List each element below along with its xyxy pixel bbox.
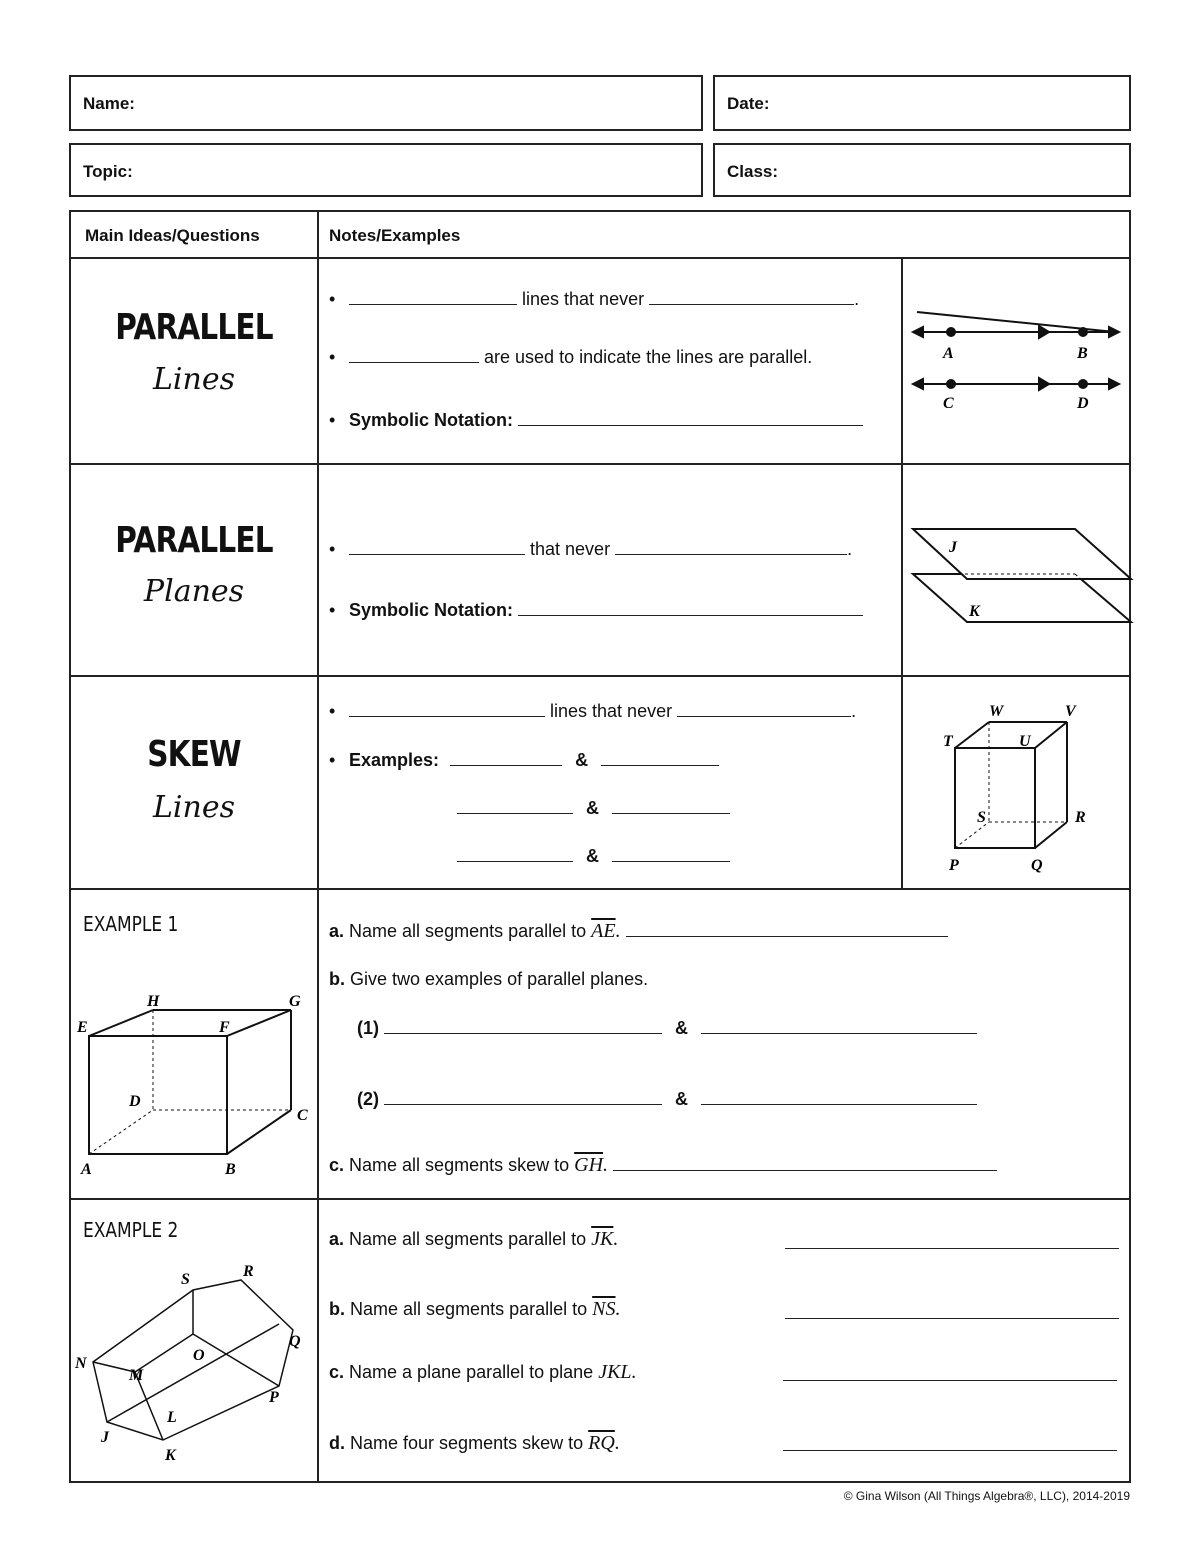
example-1-part-b2: (2) & [357,1088,977,1110]
point-label: B [1077,345,1088,362]
col-header-main-ideas: Main Ideas/Questions [85,226,260,245]
divider [71,257,1129,259]
point-label: C [297,1107,308,1124]
point-label: B [225,1161,236,1178]
point-label: L [167,1409,177,1426]
point-label: D [1077,395,1089,412]
example-2-label: EXAMPLE 2 [83,1218,179,1242]
example-1-part-c: c. Name all segments skew to $\overline{GH}$. [329,1154,997,1177]
skew-lines-subtitle: Lines [153,790,235,825]
point-label: U [1019,733,1031,750]
divider [71,1198,1129,1200]
example-1-prism-diagram [75,990,315,1178]
name-field[interactable] [69,75,703,131]
parallel-planes-bullet-1: • that never . [329,539,853,559]
point-label: N [75,1355,87,1372]
point-label: O [193,1347,205,1364]
notes-table [69,210,1131,1483]
parallel-lines-title: PARALLEL [115,307,273,348]
answer-line[interactable] [783,1364,1117,1381]
skew-lines-example-row: & [457,845,730,867]
parallel-planes-title: PARALLEL [115,520,273,561]
point-label: A [943,345,954,362]
parallel-planes-subtitle: Planes [143,574,245,609]
point-label: H [147,993,160,1010]
date-field[interactable] [713,75,1131,131]
answer-line[interactable] [785,1302,1119,1319]
copyright: © Gina Wilson (All Things Algebra®, LLC), 2014-2019 [843,1489,1130,1503]
answer-line[interactable] [785,1232,1119,1249]
skew-cube-diagram [931,698,1101,873]
parallel-lines-subtitle: Lines [153,362,235,397]
point-label: S [977,809,986,826]
skew-lines-title: SKEW [147,734,241,775]
divider [317,212,319,1483]
point-label: P [269,1389,279,1406]
point-label: T [943,733,953,750]
example-2-part-d: d. Name four segments skew to $\overline{RQ}$. [329,1432,620,1454]
divider [71,675,1129,677]
point-label: S [181,1271,190,1288]
point-label: C [943,395,954,412]
example-2-part-a: a. Name all segments parallel to $\overline{JK}$. [329,1228,619,1250]
example-1-part-b1: (1) & [357,1017,977,1039]
skew-lines-examples: • Examples: & [329,749,719,771]
parallel-planes-bullet-2: • Symbolic Notation: [329,599,863,621]
divider [71,463,1129,465]
parallel-lines-bullet-1: • lines that never . [329,289,860,309]
point-label: V [1065,703,1076,720]
point-label: K [165,1447,176,1464]
parallel-lines-bullet-3: • Symbolic Notation: [329,409,863,431]
example-1-part-a: a. Name all segments parallel to $\overline{AE}$. [329,920,948,943]
name-label: Name: [83,94,135,113]
date-label: Date: [727,94,770,113]
example-1-part-b: b. Give two examples of parallel planes. [329,969,649,989]
divider [901,257,903,888]
topic-label: Topic: [83,162,133,181]
point-label: F [219,1019,230,1036]
point-label: R [1075,809,1086,826]
point-label: J [101,1429,109,1446]
point-label: E [77,1019,88,1036]
point-label: A [81,1161,92,1178]
col-header-notes: Notes/Examples [329,226,461,245]
point-label: M [129,1367,144,1384]
point-label: Q [289,1333,301,1350]
parallel-lines-bullet-2: • are used to indicate the lines are parallel. [329,347,813,367]
plane-label: K [969,603,980,620]
skew-lines-bullet-1: • lines that never . [329,701,857,721]
point-label: P [949,857,959,874]
topic-field[interactable] [69,143,703,197]
plane-label: J [949,539,957,556]
point-label: Q [1031,857,1043,874]
example-2-part-b: b. Name all segments parallel to $\overline{NS}$. [329,1298,621,1320]
example-1-label: EXAMPLE 1 [83,912,179,936]
point-label: G [289,993,301,1010]
example-2-part-c: c. Name a plane parallel to plane JKL. [329,1361,637,1383]
point-label: D [129,1093,141,1110]
divider [71,888,1129,890]
class-label: Class: [727,162,779,181]
parallel-lines-diagram [913,312,1123,422]
example-2-prism-diagram [73,1262,313,1482]
point-label: W [989,703,1004,720]
parallel-planes-diagram [911,522,1131,632]
point-label: R [243,1263,254,1280]
skew-lines-example-row: & [457,797,730,819]
class-field[interactable] [713,143,1131,197]
answer-line[interactable] [783,1434,1117,1451]
